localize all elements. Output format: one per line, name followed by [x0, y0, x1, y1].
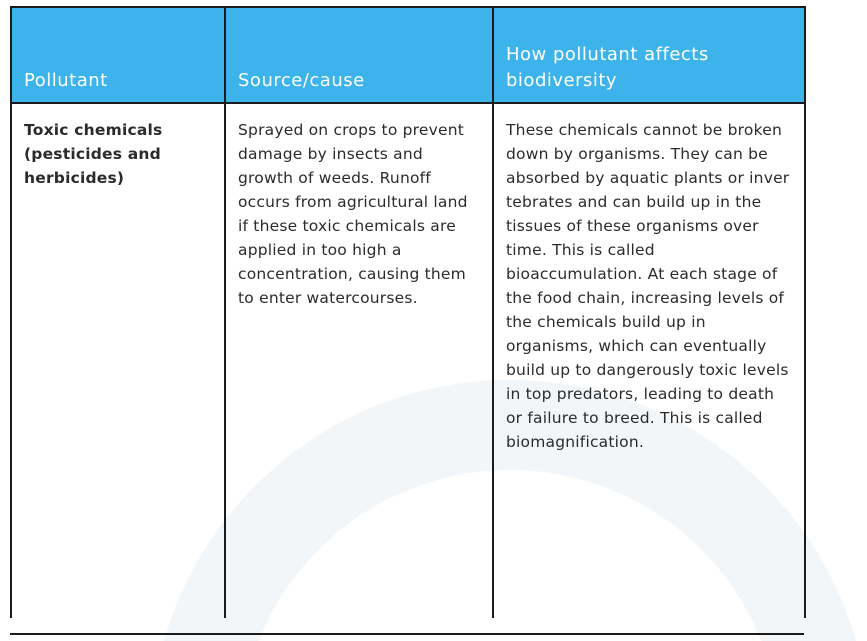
- table-header: [11, 7, 805, 103]
- cell-biodiversity-effect: These chemicals cannot be broken down by organisms. They can be absorbed by aquatic plants or inver tebrates and can build up in the tissues of these organisms over time. This is called bioaccumulation. At each stage of the food chain, increasing levels of the chemicals build up in organisms, which can eventually build up to dangerously toxic levels in top predators, leading to death or failure to breed. This is called biomagnification.: [493, 103, 805, 618]
- table-body: [11, 103, 805, 618]
- pollution-table-container: [10, 6, 804, 641]
- cell-pollutant: Toxic chemicals (pesticides and herbicides): [11, 103, 225, 618]
- header-pollutant: Pollutant: [11, 7, 225, 103]
- table-bottom-rule: [10, 633, 804, 635]
- table-row: [11, 103, 805, 618]
- pollution-table: [10, 6, 806, 618]
- header-row: [11, 7, 805, 103]
- header-source-cause: Source/cause: [225, 7, 493, 103]
- header-biodiversity-effect: How pollutant affects biodiversity: [493, 7, 805, 103]
- cell-source-cause: Sprayed on crops to prevent damage by insects and growth of weeds. Runoff occurs from agricultural land if these toxic chemicals are applied in too high a concentration, causing them to enter watercourses.: [225, 103, 493, 618]
